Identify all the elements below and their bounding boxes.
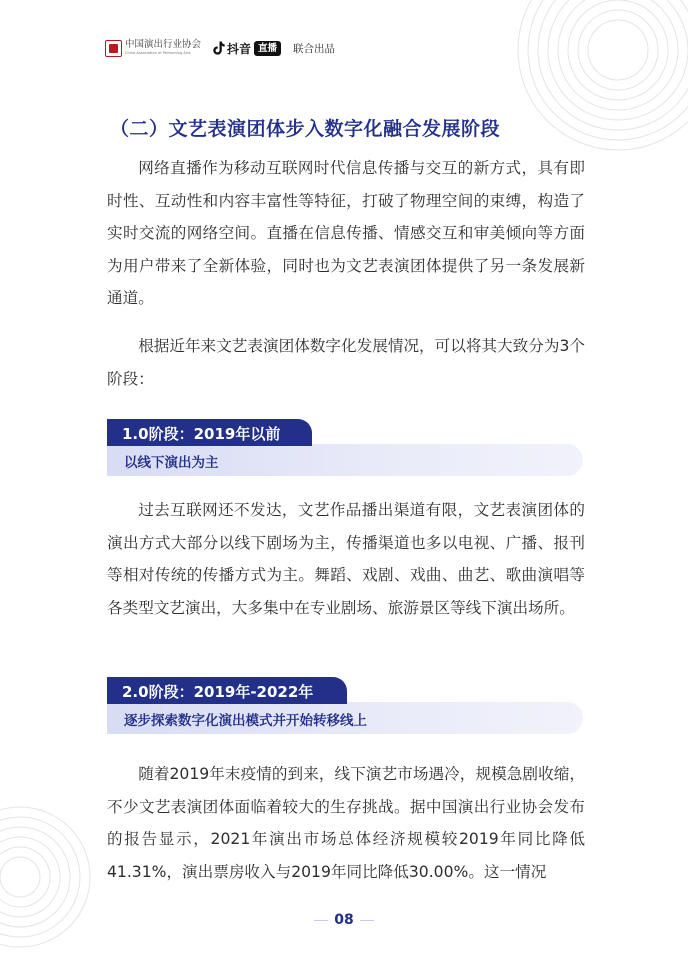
- stage-label-tab: [107, 419, 312, 446]
- seal-icon: [105, 40, 122, 57]
- association-english-name: China Association of Performing Arts: [125, 50, 191, 55]
- stage-label-tab: [107, 677, 347, 704]
- stage-subtitle-band: [107, 702, 583, 734]
- stage-subtitle: 逐步探索数字化演出模式并开始转移线上: [124, 713, 367, 729]
- page-header: [105, 37, 335, 59]
- page-number: 08: [334, 912, 354, 928]
- page-footer: [0, 912, 688, 928]
- stage-subtitle: 以线下演出为主: [124, 455, 219, 471]
- stage-block: [107, 677, 583, 737]
- body-paragraph: 网络直播作为移动互联网时代信息传播与交互的新方式，具有即时性、互动性和内容丰富性等特征，打破了物理空间的束缚，构造了实时交流的网络空间。直播在信息传播、情感交互和审美倾向等方面为用户带来了全新体验，同时也为文艺表演团体提供了另一条发展新通道。: [107, 159, 585, 307]
- association-name: 中国演出行业协会: [125, 39, 202, 51]
- platform-name: 抖音: [227, 41, 252, 56]
- concentric-circles-decoration: [508, 0, 688, 160]
- section-title: （二）文艺表演团体步入数字化融合发展阶段: [110, 118, 501, 140]
- concentric-circles-decoration: [0, 797, 100, 957]
- joint-production-label: 联合出品: [293, 42, 336, 55]
- body-paragraph: 过去互联网还不发达，文艺作品播出渠道有限，文艺表演团体的演出方式大部分以线下剧场为主，传播渠道也多以电视、广播、报刊等相对传统的传播方式为主。舞蹈、戏剧、戏曲、曲艺、歌曲演唱等各类型文艺演出，大多集中在专业剧场、旅游景区等线下演出场所。: [107, 501, 585, 617]
- douyin-logo: [213, 40, 281, 57]
- stage-subtitle-band: [107, 444, 583, 476]
- body-paragraph: 随着2019年末疫情的到来，线下演艺市场遇冷，规模急剧收缩，不少文艺表演团体面临着较大的生存挑战。据中国演出行业协会发布的报告显示，2021年演出市场总体经济规模较2019年同比降低41.31%，演出票房收入与2019年同比降低30.00%。这一情况: [107, 765, 585, 881]
- body-paragraph: 根据近年来文艺表演团体数字化发展情况，可以将其大致分为3个阶段：: [107, 337, 585, 388]
- footer-dash: [314, 920, 328, 921]
- stage-label: 2.0阶段：2019年-2022年: [122, 683, 314, 701]
- music-note-icon: [213, 41, 225, 55]
- stage-block: [107, 419, 583, 479]
- footer-dash: [360, 920, 374, 921]
- association-logo: [105, 40, 201, 57]
- live-badge: 直播: [254, 41, 281, 56]
- stage-label: 1.0阶段：2019年以前: [122, 425, 281, 443]
